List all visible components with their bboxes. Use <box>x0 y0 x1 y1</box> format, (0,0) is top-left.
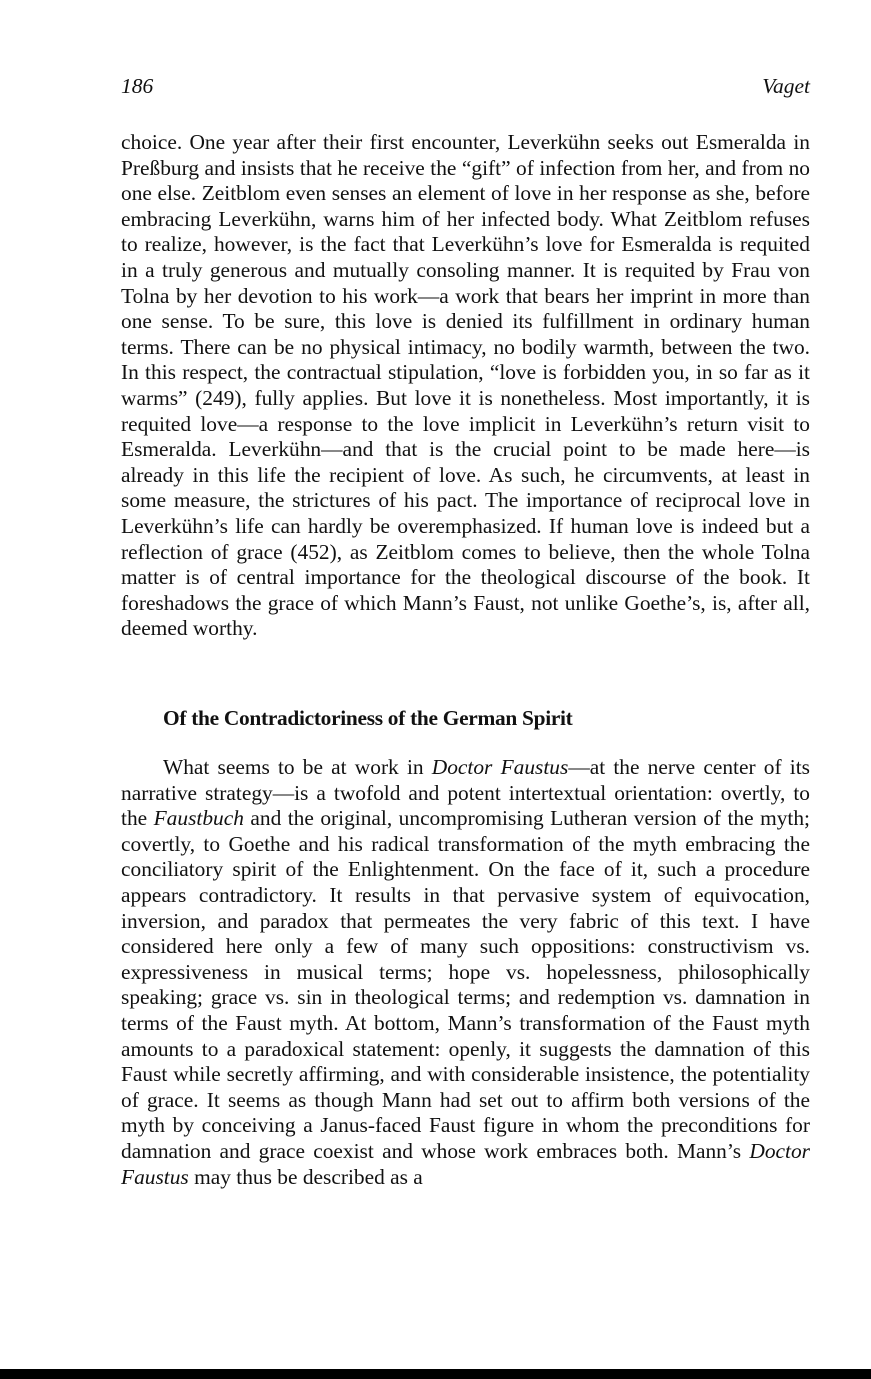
scan-bottom-border <box>0 1369 871 1379</box>
paragraph-doctor-faustus <box>121 755 810 1190</box>
page-number: 186 <box>121 74 154 98</box>
italic-title-run: Doctor Faustus <box>431 755 569 779</box>
running-title: Vaget <box>762 74 810 98</box>
text-run: —at the nerve center of its narrative strategy—is a twofold and potent intertextual orientation: overtly, to the <box>121 755 810 831</box>
text-run: choice. One year after their first encounter, Leverkühn seeks out Esmeralda in Preßburg and insists that he receive the “gift” of infection from her, and from no one else. Zeitblom even senses an element of love in her response as she, before embracing Leverkühn, warns him of her infected body. What Zeitblom refuses to realize, however, is the fact that Leverkühn’s love for Esmeralda is requited in a truly generous and mutually consoling manner. It is requited by Frau von Tolna by her devotion to his work—a work that bears her imprint in more than one sense. To be sure, this love is denied its fulfillment in ordinary human terms. There can be no physical intimacy, no bodily warmth, between the two. In this respect, the contractual stipulation, “love is forbidden you, in so far as it warms” (249), fully applies. But love it is nonetheless. Most importantly, it is requited love—a response to the love implicit in Leverkühn’s return visit to Esmeralda. Leverkühn—and that is the crucial point to be made here—is already in this life the recipient of love. As such, he circumvents, at least in some measure, the strictures of his pact. The importance of reciprocal love in Leverkühn’s life can hardly be overemphasized. If human love is indeed but a reflection of grace (452), as Zeitblom comes to believe, then the whole Tolna matter is of central importance for the theological discourse of the book. It foreshadows the grace of which Mann’s Faust, not unlike Goethe’s, is, after all, deemed worthy. <box>121 130 810 641</box>
running-head <box>121 74 810 104</box>
paragraph-continuation <box>121 130 810 642</box>
italic-title-run: Doctor Faustus <box>121 1138 810 1189</box>
section-heading: Of the Contradictoriness of the German Spirit <box>163 706 573 730</box>
text-run: and the original, uncompromising Lutheran version of the myth; covertly, to Goethe and his radical transformation of the myth embracing the conciliatory spirit of the Enlightenment. On the face of it, such a procedure appears contradictory. It results in that pervasive system of equivocation, inversion, and paradox that permeates the very fabric of this text. I have considered here only a few of many such oppositions: constructivism vs. expressiveness in musical terms; hope vs. hopelessness, philosophically speaking; grace vs. sin in theological terms; and redemption vs. damnation in terms of the Faust myth. At bottom, Mann’s transformation of the Faust myth amounts to a paradoxical statement: openly, it suggests the damnation of this Faust while secretly affirming, and with considerable insistence, the potentiality of grace. It seems as though Mann had set out to affirm both versions of the myth by conceiving a Janus-faced Faust figure in whom the preconditions for damnation and grace coexist and whose work embraces both. Mann’s <box>121 806 811 1163</box>
text-run: What seems to be at work in <box>163 755 432 779</box>
text-run: may thus be described as a <box>188 1164 423 1189</box>
italic-title-run: Faustbuch <box>153 806 244 831</box>
